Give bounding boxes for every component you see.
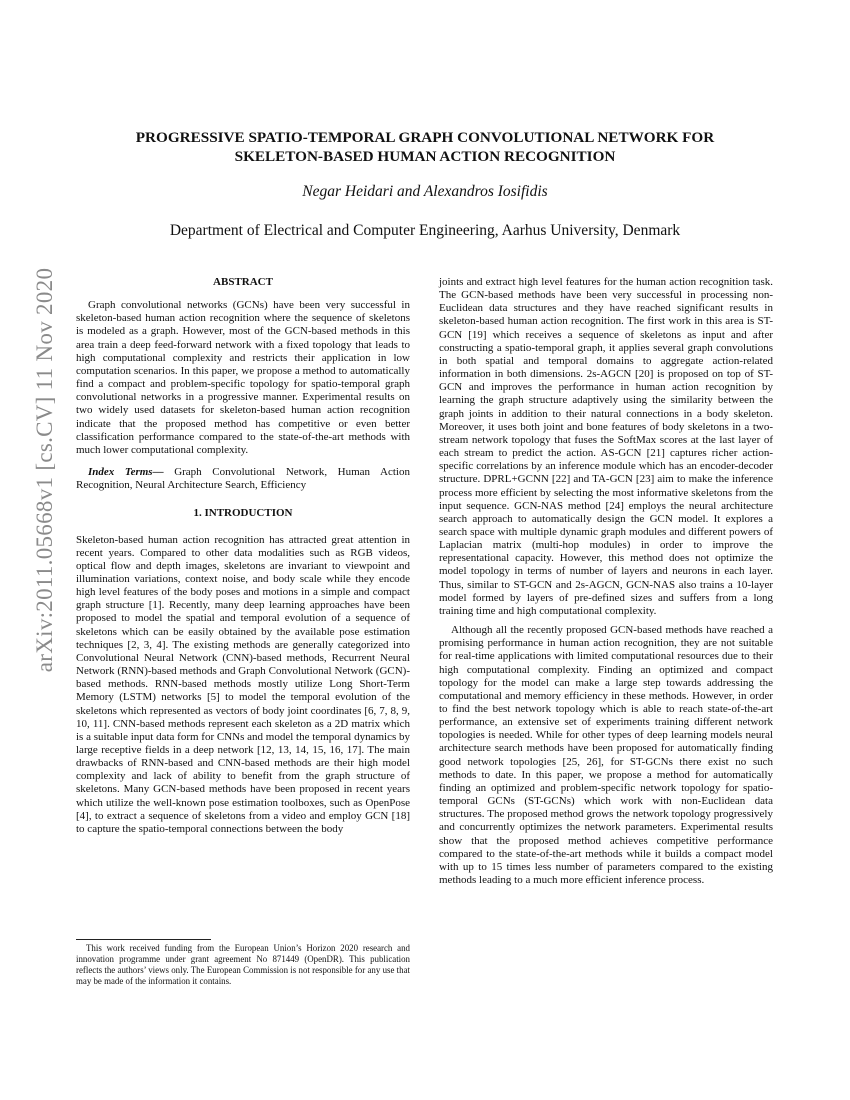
introduction-paragraph-1-continued: joints and extract high level features for the human action recognition task. The GCN-based methods have been very successful in processing non-Euclidean data structures and they have reached significant results in skeleton-based human action recognition. The first work in this area is ST-GCN [19] which receives a sequence of skeletons as input and after constructing a spatio-temporal graph, it applies several graph convolutions in both spatial and temporal domains to aggregate action-related information in both dimensions. 2s-AGCN [20] is proposed on top of ST-GCN and improves the performance in human action recognition by learning the graph structure adaptively using the similarity between the graph joints in addition to their natural connections in a body skeleton. Moreover, it uses both joint and bone features of body skeletons in a two-stream network topology that fuses the SoftMax scores at the last layer of each stream to predict the action. AS-GCN [21] captures richer action-specific correlations by an inference module which has an encoder-decoder structure. DPRL+GCNN [22] and TA-GCN [23] aim to make the inference process more efficient by selecting the most informative skeletons from the input sequence. GCN-NAS method [24] employs the neural architecture search approach to automatically design the GCN model. It explores a search space with multiple dynamic graph modules and different powers of Laplacian matrix (multi-hop modules) in order to improve the representational capacity. However, this method does not optimize the model topology in terms of number of layers and neurons in each layer. Thus, similar to ST-GCN and 2s-AGCN, GCN-NAS also trains a 10-layer model formed by layers of pre-defined sizes and suffers from a long training time and high computational complexity. xyxy=(439,276,773,617)
title-line-1: PROGRESSIVE SPATIO-TEMPORAL GRAPH CONVOLUTIONAL NETWORK FOR xyxy=(135,129,715,146)
introduction-paragraph-1: Skeleton-based human action recognition has attracted great attention in recent years. Compared to other data modalities such as RGB videos, optical flow and depth images, skeletons are invariant to viewpoint and illumination variations, context noise, and body scale while they encode high level features of the body poses and motions in a simple and compact graph structure [1]. Recently, many deep learning approaches have been proposed to model the spatial and temporal evolution of a sequence of skeletons which can be easily obtained by the available pose estimation techniques [2, 3, 4]. The existing methods are generally categorized into Convolutional Neural Network (CNN)-based methods, Recurrent Neural Network (RNN)-based methods and Graph Convolutional Network (GCN)-based methods. RNN-based methods mostly utilize Long Short-Term Memory (LSTM) networks [5] to model the temporal evolution of the skeletons which represented as vectors of body joint coordinates [6, 7, 8, 9, 10, 11]. CNN-based methods represent each skeleton as a 2D matrix which is a suitable input data form for CNNs and model the temporal dynamics by large receptive fields in a deep network [12, 13, 14, 15, 16, 17]. The main drawbacks of RNN-based and CNN-based methods are their high model complexity and lack of ability to benefit from the graph structure of skeletons. Many GCN-based methods have been proposed in recent years which utilize the well-known pose estimation toolboxes, such as OpenPose [4], to extract a sequence of skeletons from a video and employ GCN [18] to capture the spatio-temporal connections between the body xyxy=(76,533,410,835)
paper-title xyxy=(80,128,770,166)
arxiv-identifier: arXiv:2011.05668v1 [cs.CV] 11 Nov 2020 xyxy=(32,267,57,673)
abstract-heading: ABSTRACT xyxy=(213,276,273,288)
index-terms-text: Graph Convolutional Network, Human Action Recognition, Neural Architecture Search, Efficiency xyxy=(76,466,410,492)
authors: Negar Heidari and Alexandros Iosifidis xyxy=(302,183,548,200)
affiliation: Department of Electrical and Computer Engineering, Aarhus University, Denmark xyxy=(169,222,681,239)
title-line-2: SKELETON-BASED HUMAN ACTION RECOGNITION xyxy=(234,148,616,165)
abstract-text: Graph convolutional networks (GCNs) have been very successful in skeleton-based human action recognition where the sequence of skeletons is modeled as a graph. However, most of the GCN-based methods in this area train a deep feed-forward network with a fixed topology that leads to high computational complexity and restricts their application in low computation scenarios. In this paper, we propose a method to automatically find a compact and problem-specific topology for spatio-temporal graph convolutional networks in a progressive manner. Experimental results on two widely used datasets for skeleton-based human action recognition indicate that the proposed method has competitive or even better classification performance compared to the state-of-the-art methods with much lower computational complexity. xyxy=(76,299,410,456)
index-terms-label: Index Terms— xyxy=(88,466,164,479)
footnote-divider xyxy=(76,939,211,940)
left-column xyxy=(76,276,410,836)
index-terms xyxy=(76,466,410,492)
footnote-text: This work received funding from the European Union’s Horizon 2020 research and innovation programme under grant agreement No 871449 (OpenDR). This publication reflects the authors’ views only. The European Commission is not responsible for any use that may be made of the information it contains. xyxy=(76,943,410,986)
introduction-paragraph-2: Although all the recently proposed GCN-based methods have reached a promising performance in human action recognition, they are not suitable for real-time applications with limited computational resources due to their high computational complexity. Finding an optimized and compact topology for the model can make a large step towards addressing the computational and memory efficiency in these methods. However, in order to find the best network topology which is able to reach state-of-the-art performance, an extensive set of experiments training different network topologies is needed. While for other types of deep learning models neural architecture search methods have been proposed for automatically finding good network topologies [25, 26], for ST-GCNs there exist no such methods to date. In this paper, we propose a method for automatically finding an optimized and problem-specific network topology for spatio-temporal GCNs (ST-GCNs) which work with non-Euclidean data structures. The proposed method grows the network topology progressively and concurrently optimizes the network parameters. Experimental results show that the proposed method achieves competitive performance compared to the state-of-the-art methods while it builds a compact model with up to 15 times less number of parameters compared to the existing methods leading to a much more efficient inference process. xyxy=(439,624,773,887)
footnote xyxy=(76,943,410,987)
right-column xyxy=(439,276,773,887)
introduction-heading: 1. INTRODUCTION xyxy=(193,507,293,520)
